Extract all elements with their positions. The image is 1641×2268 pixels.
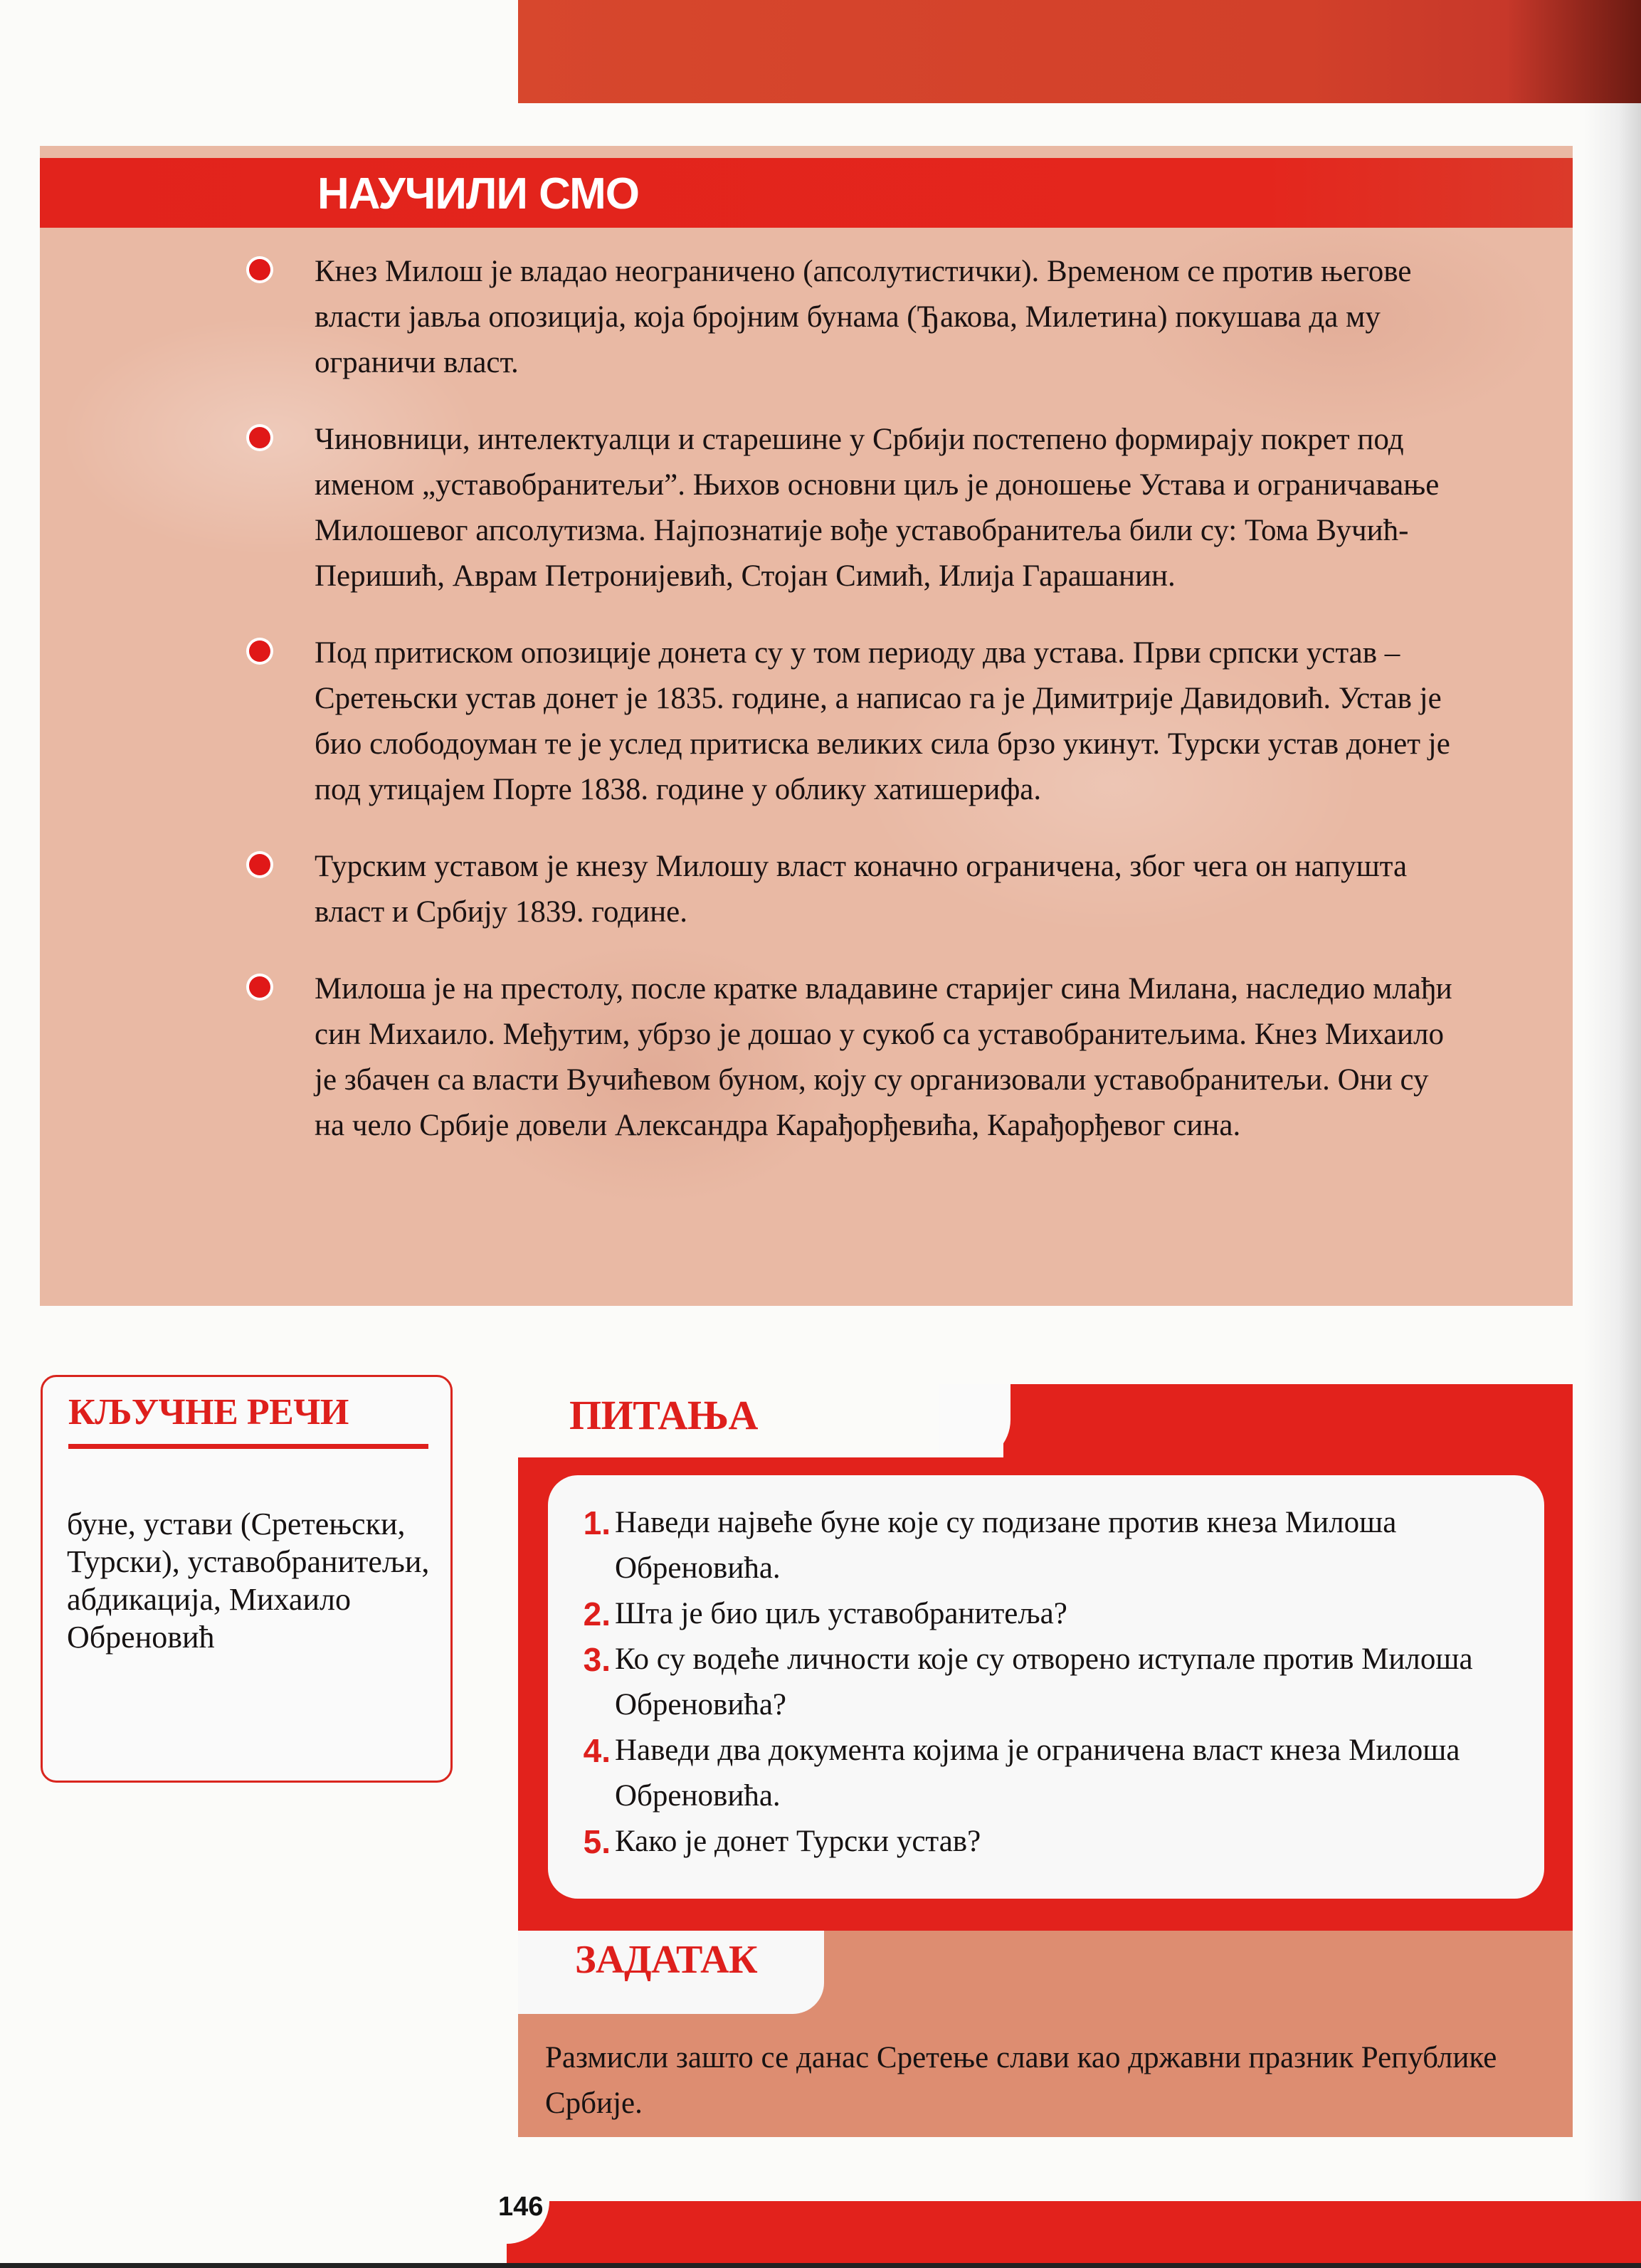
questions-list <box>569 1500 1530 1864</box>
summary-bullet <box>242 966 1466 1149</box>
question-item <box>569 1728 1530 1819</box>
keywords-title: КЉУЧНЕ РЕЧИ <box>68 1392 349 1433</box>
bullet-dot-icon <box>249 427 270 448</box>
questions-tab-curve <box>939 1384 1011 1462</box>
bullet-text: Кнез Милош је владао неограничено (апсолутистички). Временом се против његове власти јавља опозиција, која бројним бунама (Ђакова, Милетина) покушава да му ограничи власт. <box>315 255 1412 379</box>
question-item <box>569 1591 1530 1637</box>
footer-red-bar <box>507 2201 1641 2268</box>
question-number: 1. <box>583 1504 611 1541</box>
question-text: Ко су водеће личности које су отворено иступале против Милоша Обреновића? <box>615 1642 1473 1721</box>
bullet-dot-icon <box>249 259 270 280</box>
task-title: ЗАДАТАК <box>575 1938 758 1982</box>
bullet-dot-icon <box>249 640 270 662</box>
question-item <box>569 1819 1530 1864</box>
summary-title: НАУЧИЛИ СМО <box>317 169 640 218</box>
question-number: 3. <box>583 1641 611 1678</box>
summary-bullet-list <box>242 249 1466 1180</box>
question-number: 5. <box>583 1823 611 1860</box>
bullet-text: Под притиском опозиције донета су у том периоду два устава. Први српски устав – Сретењски устав донет је 1835. године, а написао га је Димитрије Давидовић. Устав је био слободоуман те је услед притиска великих сила брзо укинут. Турски устав донет је под утицајем Порте 1838. године у облику хатишерифа. <box>315 636 1450 806</box>
question-item <box>569 1500 1530 1591</box>
summary-bullet <box>242 417 1466 599</box>
bullet-text: Турским уставом је кнезу Милошу власт коначно ограничена, због чега он напушта власт и Србију 1839. године. <box>315 850 1408 929</box>
question-number: 4. <box>583 1732 611 1769</box>
summary-header-bar <box>40 158 1573 228</box>
bullet-text: Милоша је на престолу, после кратке владавине старијег сина Милана, наследио млађи син Михаило. Међутим, убрзо је дошао у сукоб са уставобранитељима. Кнез Михаило је збачен са власти Вучићевом буном, коју су организовали уставобранитељи. Они су на чело Србије довели Александра Карађорђевића, Карађорђевог сина. <box>315 972 1452 1142</box>
top-red-banner <box>518 0 1641 103</box>
page-number: 146 <box>498 2192 544 2222</box>
questions-title: ПИТАЊА <box>569 1392 758 1438</box>
task-text: Размисли зашто се данас Сретење слави као државни празник Републике Србије. <box>545 2041 1497 2120</box>
keywords-text: буне, устави (Сретењски, Турски), уставобранитељи, абдикација, Михаило Обреновић <box>67 1507 430 1655</box>
summary-bullet <box>242 249 1466 386</box>
question-item <box>569 1637 1530 1728</box>
summary-bullet <box>242 844 1466 935</box>
bullet-dot-icon <box>249 854 270 875</box>
bullet-dot-icon <box>249 976 270 998</box>
question-text: Шта је био циљ уставобранитеља? <box>615 1597 1067 1630</box>
question-text: Наведи два документа којима је ограничена власт кнеза Милоша Обреновића. <box>615 1734 1460 1813</box>
page-curl-shadow <box>1584 103 1641 2268</box>
summary-bullet <box>242 631 1466 813</box>
bullet-text: Чиновници, интелектуалци и старешине у Србији постепено формирају покрет под именом „уставобранитељи”. Њихов основни циљ је доношење Устава и ограничавање Милошевог апсолутизма. Најпознатије вође уставобранитеља били су: Тома Вучић-Перишић, Аврам Петронијевић, Стојан Симић, Илија Гарашанин. <box>315 423 1440 593</box>
question-text: Како је донет Турски устав? <box>615 1825 981 1858</box>
keywords-divider <box>68 1444 428 1449</box>
question-text: Наведи највеће буне које су подизане против кнеза Милоша Обреновића. <box>615 1506 1397 1585</box>
questions-tab-background <box>1003 1384 1573 1462</box>
scan-bottom-edge <box>0 2263 1641 2268</box>
question-number: 2. <box>583 1595 611 1633</box>
